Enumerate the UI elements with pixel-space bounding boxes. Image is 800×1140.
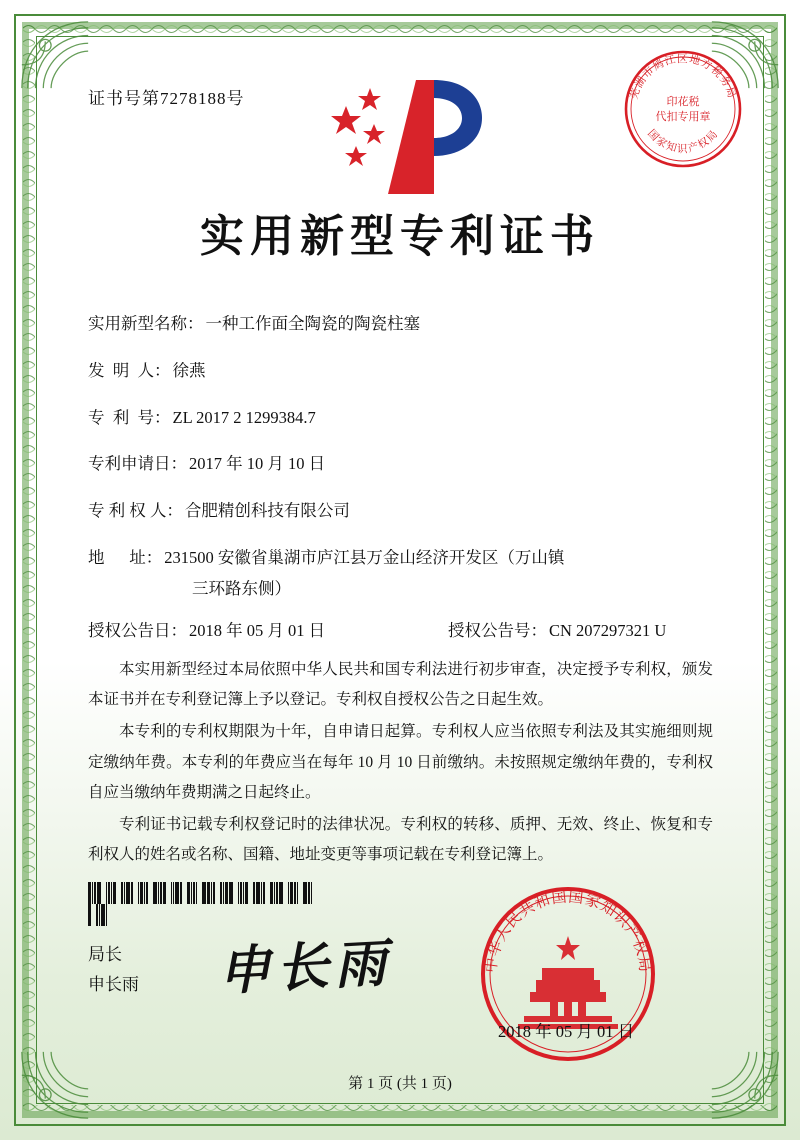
- legal-text: [88, 655, 713, 873]
- field-row-application-date: [88, 452, 718, 477]
- director-name: 申长雨: [88, 974, 139, 994]
- barcode: [88, 882, 316, 904]
- field-value: CN 207297321 U: [549, 620, 667, 640]
- field-row-patent-number: [88, 406, 718, 431]
- field-value: 2017 年 10 月 10 日: [189, 454, 326, 474]
- field-value: 2018 年 05 月 01 日: [189, 620, 326, 640]
- field-label: 实用新型名称：: [88, 314, 204, 333]
- corner-ornament-top-left: [16, 16, 94, 94]
- field-value: ZL 2017 2 1299384.7: [172, 407, 316, 427]
- field-value: 一种工作面全陶瓷的陶瓷柱塞: [205, 314, 420, 333]
- tax-stamp-seal: [622, 48, 744, 170]
- field-row-grant: [88, 619, 718, 644]
- field-value: 231500 安徽省巢湖市庐江县万金山经济开发区（万山镇: [164, 547, 565, 567]
- paragraph: 本专利的专利权期限为十年，自申请日起算。专利权人应当依照专利法及其实施细则规定缴纳年费。本专利的年费应当在每年 10 月 10 日前缴纳。未按照规定缴纳年费的，专利权自应当缴纳年费期满之日起终止。: [88, 723, 713, 801]
- svg-text:印花税: 印花税: [666, 95, 700, 108]
- field-row-address: [88, 546, 718, 599]
- field-label: 专 利 权 人：: [88, 501, 183, 520]
- svg-text:国家知识产权局: 国家知识产权局: [644, 127, 722, 155]
- field-row-patentee: [88, 499, 718, 524]
- field-label: 发 明 人：: [88, 360, 171, 380]
- grant-date-cell: [88, 619, 448, 644]
- svg-text:芜湖市鸠江区地方税务局: 芜湖市鸠江区地方税务局: [628, 53, 738, 101]
- field-label: 地 址：: [88, 547, 163, 567]
- signature-block: [88, 940, 139, 1000]
- field-value-continued: 三环路东侧）: [192, 578, 291, 598]
- paragraph: 专利证书记载专利权登记时的法律状况。专利权的转移、质押、无效、终止、恢复和专利权人的姓名或名称、国籍、地址变更等事项记载在专利登记簿上。: [88, 816, 713, 864]
- cnipa-logo-icon: [330, 70, 490, 200]
- field-label: 专 利 号：: [88, 407, 171, 427]
- field-row-inventor: [88, 359, 718, 384]
- grant-number-cell: [448, 619, 666, 644]
- field-list: [88, 312, 718, 665]
- handwritten-signature: 申长雨: [216, 932, 394, 1003]
- page-number: 第 1 页 (共 1 页): [348, 1076, 452, 1092]
- field-label: 授权公告号：: [448, 620, 547, 640]
- page-title: 实用新型专利证书: [200, 211, 600, 262]
- field-row-name: [88, 312, 718, 337]
- svg-text:代扣专用章: 代扣专用章: [655, 110, 711, 123]
- field-value: 徐燕: [172, 360, 206, 380]
- field-label: 授权公告日：: [88, 620, 187, 640]
- field-label: 专利申请日：: [88, 454, 187, 474]
- certificate-number: 证书号第7278188号: [88, 89, 245, 108]
- director-title: 局长: [88, 945, 122, 964]
- field-value: 合肥精创科技有限公司: [184, 501, 350, 520]
- paragraph: 本实用新型经过本局依照中华人民共和国专利法进行初步审查，决定授予专利权，颁发本证书并在专利登记簿上予以登记。专利权自授权公告之日起生效。: [88, 661, 713, 709]
- svg-text:中华人民共和国国家知识产权局: 中华人民共和国国家知识产权局: [481, 887, 655, 974]
- issue-date: 2018 年 05 月 01 日: [498, 1022, 635, 1041]
